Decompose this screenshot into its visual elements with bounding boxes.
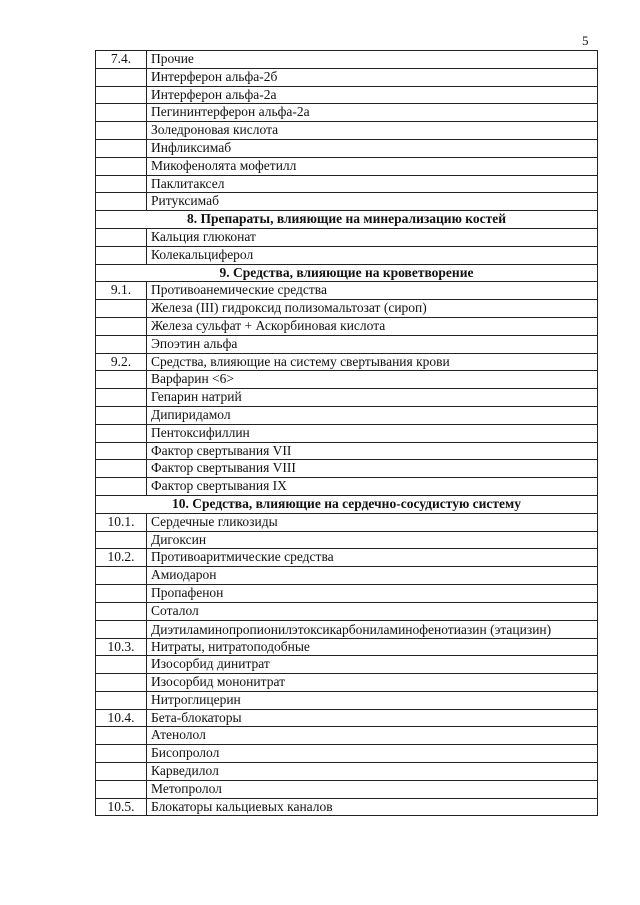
- section-header-row: [96, 495, 598, 513]
- drug-name: Бисопролол: [147, 745, 598, 763]
- table-row: [96, 674, 598, 692]
- drug-name: Пропафенон: [147, 584, 598, 602]
- row-number: [96, 656, 147, 674]
- row-number: [96, 193, 147, 211]
- drug-name: Инфликсимаб: [147, 139, 598, 157]
- row-number: [96, 620, 147, 638]
- table-row: [96, 638, 598, 656]
- table-row: [96, 531, 598, 549]
- table-row: [96, 282, 598, 300]
- table-row: [96, 193, 598, 211]
- drug-name: Изосорбид динитрат: [147, 656, 598, 674]
- drug-name: Карведилол: [147, 763, 598, 781]
- row-number: [96, 122, 147, 140]
- row-number: [96, 727, 147, 745]
- row-number: 10.3.: [96, 638, 147, 656]
- section-header: 10. Средства, влияющие на сердечно-сосудистую систему: [96, 495, 598, 513]
- row-number: [96, 317, 147, 335]
- table-row: [96, 406, 598, 424]
- drug-name: Пентоксифиллин: [147, 424, 598, 442]
- row-number: [96, 763, 147, 781]
- row-number: [96, 228, 147, 246]
- row-number: 9.1.: [96, 282, 147, 300]
- table-row: [96, 317, 598, 335]
- table-row: [96, 389, 598, 407]
- row-number: [96, 674, 147, 692]
- row-number: 10.2.: [96, 549, 147, 567]
- drug-name: Противоанемические средства: [147, 282, 598, 300]
- section-header: 8. Препараты, влияющие на минерализацию костей: [96, 211, 598, 229]
- drug-name: Дипиридамол: [147, 406, 598, 424]
- table-row: [96, 300, 598, 318]
- drug-name: Блокаторы кальциевых каналов: [147, 798, 598, 816]
- drug-name: Сердечные гликозиды: [147, 513, 598, 531]
- row-number: [96, 602, 147, 620]
- table-row: [96, 780, 598, 798]
- table-row: [96, 139, 598, 157]
- drug-list-table: [95, 50, 598, 816]
- drug-name: Микофенолята мофетилл: [147, 157, 598, 175]
- page-number: 5: [582, 33, 589, 48]
- table-row: [96, 424, 598, 442]
- row-number: [96, 335, 147, 353]
- drug-name: Средства, влияющие на систему свертывания крови: [147, 353, 598, 371]
- table-row: [96, 246, 598, 264]
- drug-name: Кальция глюконат: [147, 228, 598, 246]
- table-row: [96, 727, 598, 745]
- row-number: [96, 460, 147, 478]
- drug-name: Амиодарон: [147, 567, 598, 585]
- table-body: [96, 51, 598, 816]
- drug-name: Прочие: [147, 51, 598, 69]
- table-row: [96, 709, 598, 727]
- row-number: 7.4.: [96, 51, 147, 69]
- table-row: [96, 157, 598, 175]
- row-number: [96, 406, 147, 424]
- drug-name: Атенолол: [147, 727, 598, 745]
- row-number: [96, 300, 147, 318]
- table-row: [96, 549, 598, 567]
- table-row: [96, 122, 598, 140]
- table-row: [96, 584, 598, 602]
- drug-name: Пегининтерферон альфа-2а: [147, 104, 598, 122]
- drug-name: Фактор свертывания VIII: [147, 460, 598, 478]
- drug-name: Дигоксин: [147, 531, 598, 549]
- table-row: [96, 513, 598, 531]
- table-row: [96, 656, 598, 674]
- drug-name: Нитроглицерин: [147, 691, 598, 709]
- table-row: [96, 86, 598, 104]
- table-row: [96, 175, 598, 193]
- drug-name: Фактор свертывания VII: [147, 442, 598, 460]
- table-row: [96, 371, 598, 389]
- drug-name: Соталол: [147, 602, 598, 620]
- row-number: 10.4.: [96, 709, 147, 727]
- table-row: [96, 620, 598, 638]
- row-number: [96, 424, 147, 442]
- row-number: [96, 478, 147, 496]
- row-number: 10.5.: [96, 798, 147, 816]
- row-number: [96, 86, 147, 104]
- table-row: [96, 798, 598, 816]
- row-number: [96, 371, 147, 389]
- drug-name: Нитраты, нитратоподобные: [147, 638, 598, 656]
- section-header: 9. Средства, влияющие на кроветворение: [96, 264, 598, 282]
- row-number: [96, 567, 147, 585]
- row-number: [96, 745, 147, 763]
- table-row: [96, 567, 598, 585]
- table-row: [96, 745, 598, 763]
- row-number: [96, 442, 147, 460]
- row-number: [96, 246, 147, 264]
- row-number: [96, 691, 147, 709]
- table-row: [96, 51, 598, 69]
- row-number: 10.1.: [96, 513, 147, 531]
- table-row: [96, 691, 598, 709]
- table-row: [96, 602, 598, 620]
- drug-name: Ритуксимаб: [147, 193, 598, 211]
- drug-name: Варфарин <6>: [147, 371, 598, 389]
- drug-name: Противоаритмические средства: [147, 549, 598, 567]
- drug-name: Интерферон альфа-2б: [147, 68, 598, 86]
- section-header-row: [96, 211, 598, 229]
- drug-name: Золедроновая кислота: [147, 122, 598, 140]
- row-number: [96, 531, 147, 549]
- table-row: [96, 335, 598, 353]
- row-number: [96, 104, 147, 122]
- row-number: [96, 157, 147, 175]
- row-number: [96, 68, 147, 86]
- drug-name: Гепарин натрий: [147, 389, 598, 407]
- row-number: [96, 389, 147, 407]
- table-row: [96, 228, 598, 246]
- drug-name: Бета-блокаторы: [147, 709, 598, 727]
- drug-name: Паклитаксел: [147, 175, 598, 193]
- drug-name: Метопролол: [147, 780, 598, 798]
- drug-name: Железа (III) гидроксид полизомальтозат (сироп): [147, 300, 598, 318]
- table-row: [96, 353, 598, 371]
- drug-name: Железа сульфат + Аскорбиновая кислота: [147, 317, 598, 335]
- row-number: [96, 175, 147, 193]
- drug-name: Интерферон альфа-2а: [147, 86, 598, 104]
- table-row: [96, 68, 598, 86]
- drug-name: Изосорбид мононитрат: [147, 674, 598, 692]
- row-number: 9.2.: [96, 353, 147, 371]
- table-row: [96, 478, 598, 496]
- drug-name: Диэтиламинопропионилэтоксикарбониламинофенотиазин (этацизин): [147, 620, 598, 638]
- table-row: [96, 442, 598, 460]
- table-row: [96, 460, 598, 478]
- drug-name: Колекальциферол: [147, 246, 598, 264]
- row-number: [96, 780, 147, 798]
- row-number: [96, 584, 147, 602]
- row-number: [96, 139, 147, 157]
- drug-name: Эпоэтин альфа: [147, 335, 598, 353]
- table-row: [96, 104, 598, 122]
- table-row: [96, 763, 598, 781]
- drug-name: Фактор свертывания IX: [147, 478, 598, 496]
- section-header-row: [96, 264, 598, 282]
